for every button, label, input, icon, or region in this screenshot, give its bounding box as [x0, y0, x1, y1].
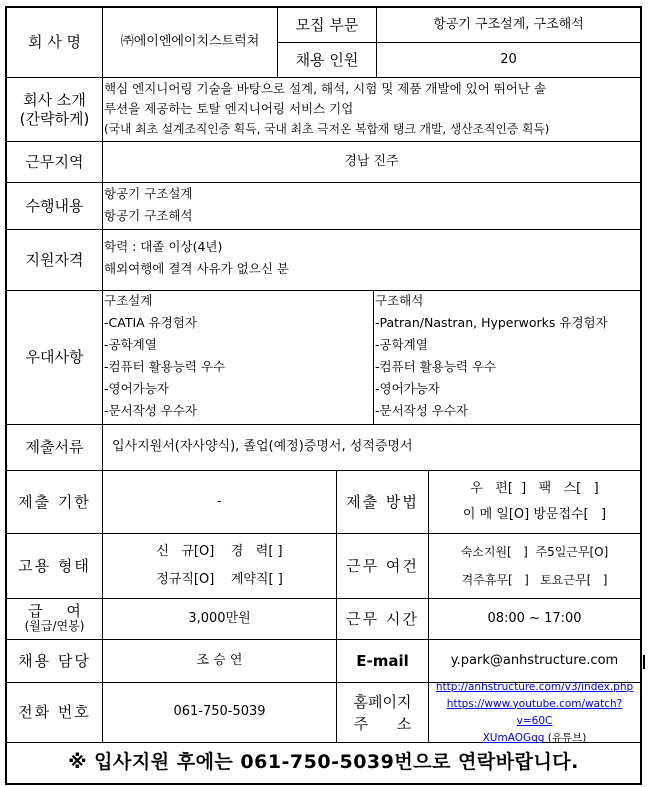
preference-design [104, 290, 225, 422]
intro-label-line1: 회사 소개 [23, 90, 86, 109]
duties-line1: 항공기 구조설계 [104, 186, 193, 201]
homepage-label-line2: 주 소 [353, 714, 412, 733]
preference-design-item: -문서작성 우수자 [104, 403, 198, 418]
qualification-line1: 학력 : 대졸 이상(4년) [104, 239, 223, 254]
youtube-link[interactable]: https://www.youtube.com/watch?v=60C [446, 697, 623, 727]
documents-value: 입사지원서(자사양식), 졸업(예정)증명서, 성적증명서 [112, 439, 413, 455]
qualification-text [104, 236, 289, 280]
preference-design-item: -컴퓨터 활용능력 우수 [104, 359, 226, 374]
method-label: 제출 방법 [346, 492, 419, 511]
hours-label: 근무 시간 [346, 609, 419, 628]
conditions-value [429, 534, 640, 598]
headcount-value: 20 [500, 51, 517, 67]
location-label: 근무지역 [25, 152, 84, 171]
youtube-link-part2[interactable]: XUmAOGqg [482, 731, 545, 744]
manager-label: 채용 담당 [18, 651, 91, 670]
preference-analysis-item: -공학계열 [375, 337, 428, 352]
preference-analysis-item: -영어가능자 [375, 381, 440, 396]
method-value [429, 471, 640, 533]
deadline-value: - [217, 493, 222, 509]
salary-label [7, 599, 102, 639]
preference-analysis-title: 구조해석 [375, 293, 424, 308]
preference-label: 우대사항 [25, 348, 84, 367]
duties-text [104, 183, 193, 227]
company-value: ㈜에이엔에이치스트럭쳐 [120, 34, 260, 50]
recruit-dept-label: 모집 부문 [295, 15, 359, 34]
intro-text [104, 79, 638, 139]
conditions-line2: 격주휴무[ ] 토요근무[ ] [461, 573, 608, 587]
email-value[interactable]: y.park@anhstructure.com [450, 652, 619, 668]
salary-label-line2: (월급/연봉) [24, 619, 85, 633]
conditions-line1: 숙소지원[ ] 주5일근무[O] [460, 545, 609, 559]
intro-line3: (국내 최초 설계조직인증 획득, 국내 최초 극저온 복합재 탱크 개발, 생산조직인증 획득) [104, 122, 550, 136]
employment-type-line2: 정규직[O] 계약직[ ] [156, 572, 283, 587]
intro-label-line2: (간략하게) [19, 109, 90, 128]
documents-label: 제출서류 [25, 438, 84, 457]
manager-value: 조 승 연 [196, 652, 243, 668]
employment-type-label: 고용 형태 [18, 556, 91, 575]
conditions-label: 근무 여건 [346, 556, 419, 575]
hours-value: 08:00 ~ 17:00 [487, 610, 582, 626]
preference-design-item: -영어가능자 [104, 381, 169, 396]
salary-value: 3,000만원 [188, 610, 251, 626]
edge-mark [643, 655, 645, 669]
recruit-dept-value: 항공기 구조설계, 구조해석 [433, 16, 584, 32]
preference-design-item: -공학계열 [104, 337, 157, 352]
email-label: E-mail [356, 651, 409, 670]
preference-analysis-item: -Patran/Nastran, Hyperworks 유경험자 [375, 315, 608, 330]
duties-line2: 항공기 구조해석 [104, 208, 193, 223]
company-label: 회 사 명 [27, 33, 81, 52]
contact-notice: ※ 입사지원 후에는 061-750-5039번으로 연락바랍니다. [68, 751, 579, 774]
preference-analysis [375, 290, 608, 422]
qualification-line2: 해외여행에 결격 사유가 없으신 분 [104, 261, 289, 276]
preference-analysis-item: -컴퓨터 활용능력 우수 [375, 359, 497, 374]
phone-value: 061-750-5039 [173, 704, 266, 720]
intro-label [7, 78, 102, 141]
vline [373, 290, 374, 424]
method-line2: 이 메 일[O] 방문접수[ ] [462, 507, 607, 522]
homepage-label-line1: 홈페이지 [353, 692, 412, 711]
homepage-links [429, 680, 640, 744]
preference-design-title: 구조설계 [104, 293, 153, 308]
method-line1: 우 편[ ] 팩 스[ ] [470, 481, 599, 496]
duties-label: 수행내용 [25, 196, 84, 215]
intro-line1: 핵심 엔지니어링 기술을 바탕으로 설계, 해석, 시험 및 제품 개발에 있어 뛰어난 솔 [104, 81, 547, 96]
location-value: 경남 진주 [344, 153, 399, 169]
preference-analysis-item: -문서작성 우수자 [375, 403, 469, 418]
border-right [640, 6, 642, 785]
deadline-label: 제출 기한 [18, 492, 91, 511]
youtube-suffix: (유튜브) [547, 731, 587, 744]
preference-design-item: -CATIA 유경험자 [104, 315, 197, 330]
homepage-label [337, 683, 428, 742]
headcount-label: 채용 인원 [295, 50, 359, 69]
employment-type-line1: 신 규[O] 경 력[ ] [156, 544, 283, 559]
phone-label: 전화 번호 [18, 703, 91, 722]
qualification-label: 지원자격 [25, 250, 84, 269]
border-bottom [5, 783, 642, 785]
intro-line2: 루션을 제공하는 토탈 엔지니어링 서비스 기업 [104, 101, 354, 116]
salary-label-line1: 급 여 [28, 602, 81, 620]
homepage-link[interactable]: http://anhstructure.com/v3/index.php [435, 680, 634, 693]
employment-type-value [103, 534, 336, 598]
